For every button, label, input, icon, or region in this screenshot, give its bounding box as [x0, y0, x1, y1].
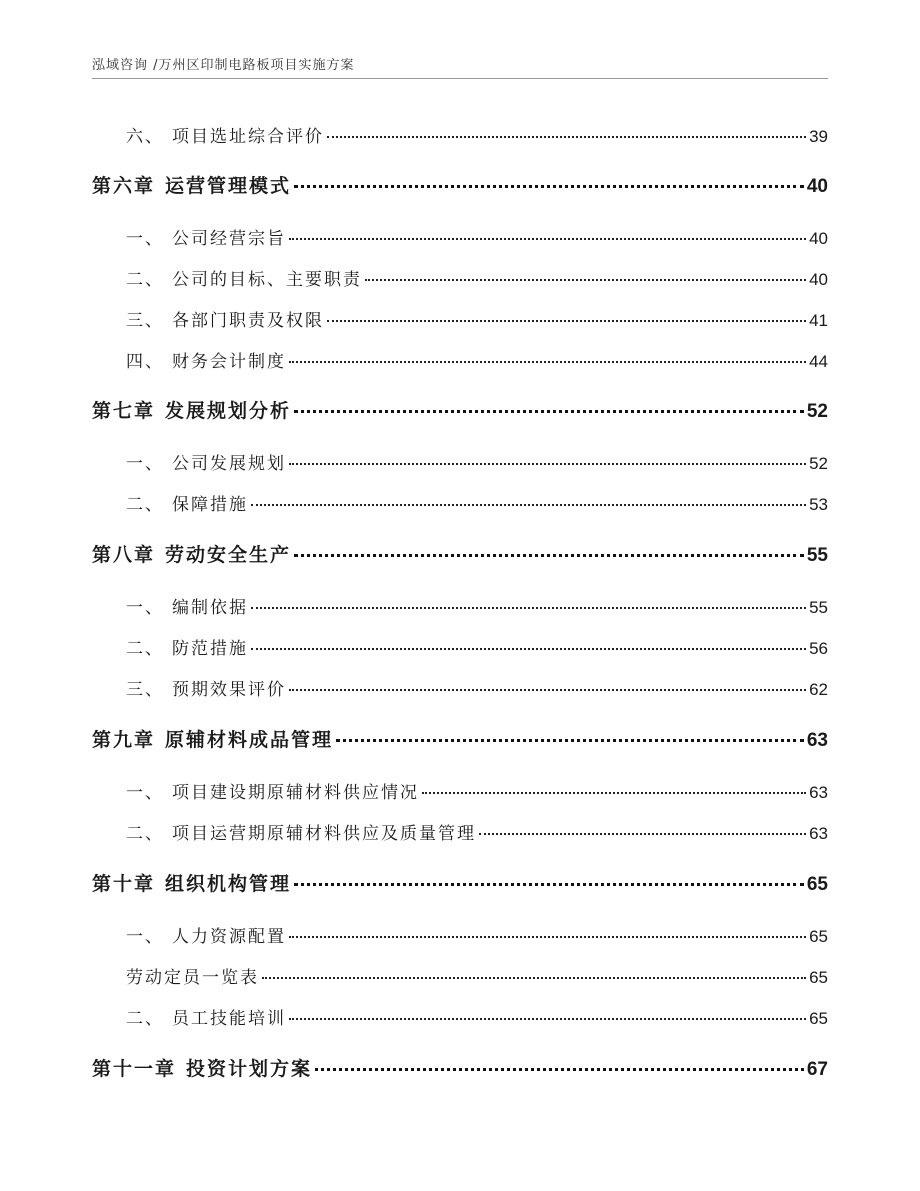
dot-leader: [251, 504, 806, 506]
toc-chapter-title: 投资计划方案: [186, 1058, 313, 1080]
toc-entry-page: 39: [809, 127, 828, 146]
toc-entry-number: 二、: [126, 639, 164, 659]
toc-entry-number: 二、: [126, 495, 164, 515]
toc-entry-title: 预期效果评价: [172, 680, 286, 700]
dot-leader: [289, 463, 806, 465]
dot-leader: [294, 410, 804, 413]
toc-chapter[interactable]: [92, 171, 828, 197]
dot-leader: [422, 792, 806, 794]
toc-entry[interactable]: [126, 122, 828, 148]
toc-entry-page: 63: [809, 783, 828, 802]
toc-entry[interactable]: [126, 778, 828, 804]
toc-entry-title: 各部门职责及权限: [172, 311, 324, 331]
dot-leader: [294, 554, 804, 557]
dot-leader: [289, 936, 806, 938]
toc-chapter-title: 劳动安全生产: [165, 544, 292, 566]
toc-entry[interactable]: [126, 265, 828, 291]
toc-entry-title: 财务会计制度: [172, 352, 286, 372]
toc-chapter-page: 55: [806, 545, 828, 566]
toc-entry-page: 41: [809, 311, 828, 330]
dot-leader: [289, 1018, 806, 1020]
toc-chapter-title: 发展规划分析: [165, 400, 292, 422]
toc-entry[interactable]: [126, 819, 828, 845]
toc-chapter-number: 第九章: [92, 729, 156, 751]
toc-entry-page: 65: [809, 927, 828, 946]
running-header: 泓域咨询 /万州区印制电路板项目实施方案: [92, 58, 355, 73]
toc-entry-number: 三、: [126, 311, 164, 331]
toc-entry-page: 63: [809, 824, 828, 843]
toc-entry[interactable]: [126, 963, 828, 989]
toc-chapter-page: 63: [806, 730, 828, 751]
toc-chapter[interactable]: [92, 540, 828, 566]
toc-entry-number: 二、: [126, 270, 164, 290]
toc-entry-title: 员工技能培训: [172, 1009, 286, 1029]
toc-entry-title: 编制依据: [172, 598, 248, 618]
dot-leader: [289, 689, 806, 691]
dot-leader: [294, 185, 804, 188]
toc-entry-number: 四、: [126, 352, 164, 372]
toc-chapter-page: 40: [806, 176, 828, 197]
toc-chapter-number: 第六章: [92, 175, 156, 197]
toc-chapter-number: 第七章: [92, 400, 156, 422]
toc-entry[interactable]: [126, 224, 828, 250]
dot-leader: [327, 136, 806, 138]
toc-entry-title: 公司发展规划: [172, 454, 286, 474]
toc-chapter-number: 第十章: [92, 873, 156, 895]
dot-leader: [251, 607, 806, 609]
toc-entry-page: 65: [809, 968, 828, 987]
toc-chapter-number: 第十一章: [92, 1058, 177, 1080]
toc-entry-title: 人力资源配置: [172, 927, 286, 947]
toc-entry-number: 一、: [126, 598, 164, 618]
toc-chapter-page: 52: [806, 401, 828, 422]
toc-entry[interactable]: [126, 1004, 828, 1030]
dot-leader: [262, 977, 806, 979]
toc-entry-number: 一、: [126, 783, 164, 803]
toc-chapter[interactable]: [92, 725, 828, 751]
toc-entry-page: 40: [809, 270, 828, 289]
dot-leader: [289, 361, 806, 363]
toc-entry-title: 公司经营宗旨: [172, 229, 286, 249]
toc-chapter[interactable]: [92, 869, 828, 895]
dot-leader: [365, 279, 806, 281]
toc-entry-page: 62: [809, 680, 828, 699]
header-divider: [92, 78, 828, 79]
toc-entry-title: 防范措施: [172, 639, 248, 659]
toc-entry[interactable]: [126, 634, 828, 660]
dot-leader: [315, 1068, 804, 1071]
toc-entry-title: 劳动定员一览表: [126, 968, 259, 988]
toc-entry-page: 56: [809, 639, 828, 658]
toc-entry-number: 六、: [126, 127, 164, 147]
toc-entry[interactable]: [126, 675, 828, 701]
toc-entry-page: 40: [809, 229, 828, 248]
toc-chapter-page: 67: [806, 1059, 828, 1080]
toc-entry[interactable]: [126, 593, 828, 619]
toc-chapter-page: 65: [806, 874, 828, 895]
dot-leader: [289, 238, 806, 240]
toc-chapter[interactable]: [92, 396, 828, 422]
toc-entry-title: 项目运营期原辅材料供应及质量管理: [172, 824, 476, 844]
dot-leader: [336, 739, 804, 742]
toc-entry-page: 55: [809, 598, 828, 617]
dot-leader: [479, 833, 806, 835]
toc-chapter-title: 组织机构管理: [165, 873, 292, 895]
toc-entry[interactable]: [126, 347, 828, 373]
toc-entry-number: 二、: [126, 824, 164, 844]
dot-leader: [294, 883, 804, 886]
toc-chapter-title: 运营管理模式: [165, 175, 292, 197]
toc-chapter-title: 原辅材料成品管理: [165, 729, 334, 751]
toc-entry-page: 53: [809, 495, 828, 514]
toc-entry-number: 一、: [126, 454, 164, 474]
toc-entry-number: 二、: [126, 1009, 164, 1029]
toc-chapter[interactable]: [92, 1054, 828, 1080]
toc-entry[interactable]: [126, 922, 828, 948]
toc-entry-title: 公司的目标、主要职责: [172, 270, 362, 290]
toc-entry-number: 一、: [126, 927, 164, 947]
toc-entry-title: 保障措施: [172, 495, 248, 515]
toc-entry[interactable]: [126, 490, 828, 516]
toc-entry-title: 项目建设期原辅材料供应情况: [172, 783, 419, 803]
toc-chapter-number: 第八章: [92, 544, 156, 566]
dot-leader: [251, 648, 806, 650]
toc-entry-page: 52: [809, 454, 828, 473]
dot-leader: [327, 320, 806, 322]
toc-entry[interactable]: [126, 449, 828, 475]
toc-entry-number: 一、: [126, 229, 164, 249]
toc-entry-number: 三、: [126, 680, 164, 700]
toc-entry-title: 项目选址综合评价: [172, 127, 324, 147]
toc-entry-page: 44: [809, 352, 828, 371]
toc-entry[interactable]: [126, 306, 828, 332]
toc-entry-page: 65: [809, 1009, 828, 1028]
